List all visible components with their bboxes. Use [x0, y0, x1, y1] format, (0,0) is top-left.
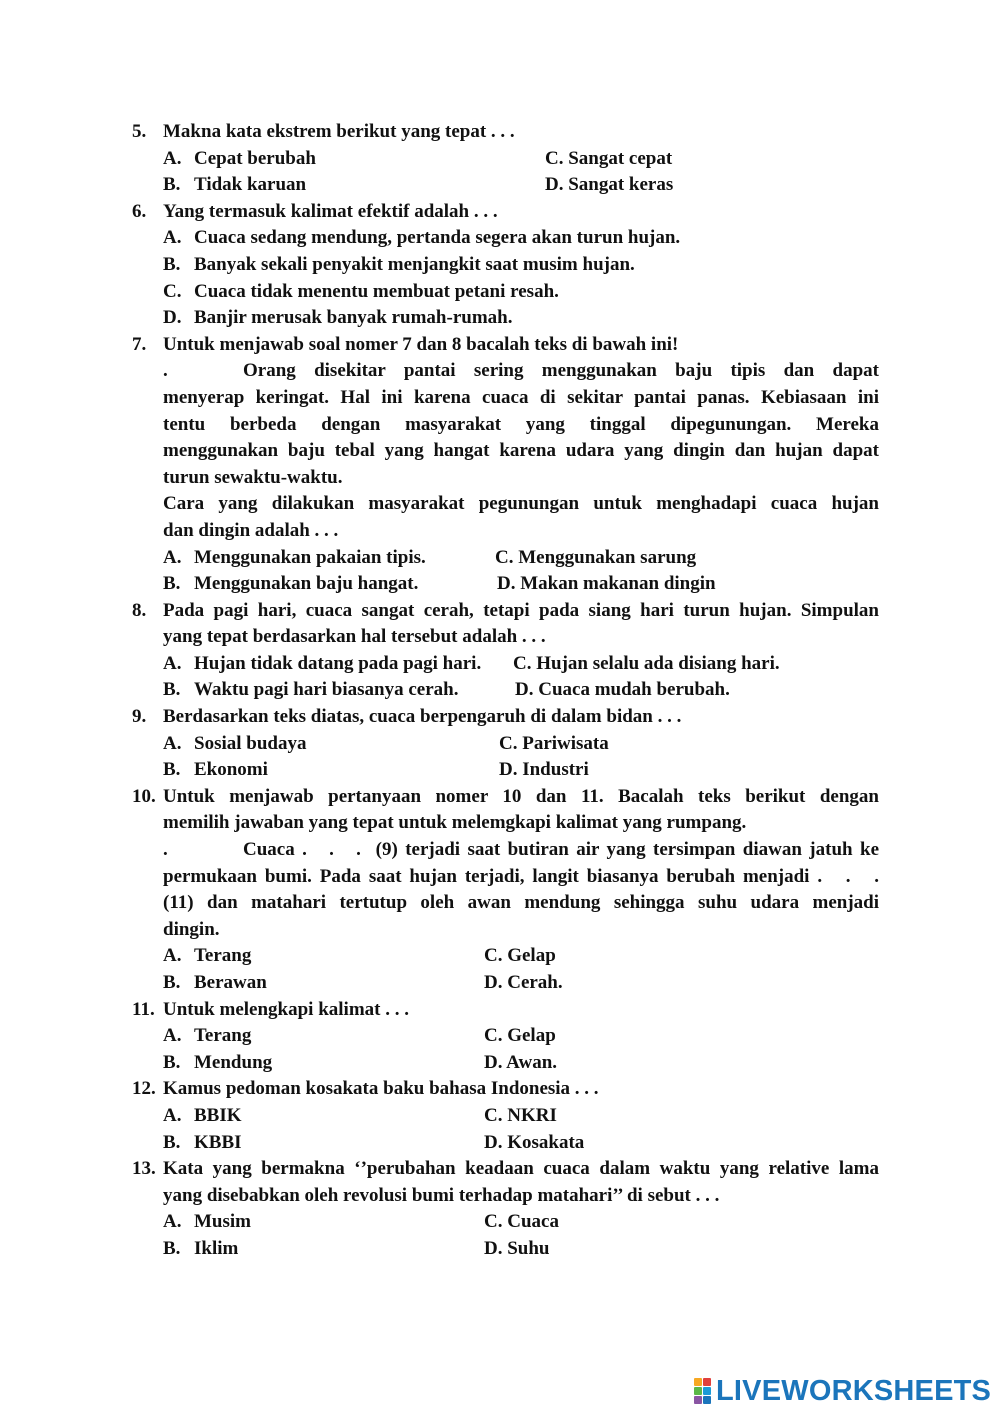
options-row	[0, 1130, 1000, 1157]
options-row	[0, 146, 1000, 173]
question-number: 13.	[132, 1158, 156, 1180]
question-text: yang disebabkan oleh revolusi bumi terhadap matahari’’ di sebut . . .	[163, 1184, 720, 1206]
option-b[interactable]: B. Menggunakan baju hangat.	[163, 573, 419, 595]
option-a[interactable]: A. Menggunakan pakaian tipis.	[163, 546, 426, 568]
worksheet-page	[0, 119, 1000, 1263]
question-13	[0, 1156, 1000, 1183]
option-a[interactable]: A. Cepat berubah	[163, 147, 316, 169]
question-text: yang tepat berdasarkan hal tersebut adalah . . .	[163, 626, 546, 648]
passage-line	[0, 890, 1000, 917]
logo-text: LIVEWORKSHEETS	[716, 1374, 992, 1407]
prompt-text: Cara yang dilakukan masyarakat pegunungan untuk menghadapi cuaca hujan	[163, 493, 879, 515]
option-d[interactable]: D. Banjir merusak banyak rumah-rumah.	[163, 307, 513, 329]
question-prompt	[0, 491, 1000, 518]
option-c[interactable]: C. Cuaca	[484, 1211, 559, 1233]
option-c[interactable]: C. NKRI	[484, 1104, 557, 1126]
passage-line	[0, 864, 1000, 891]
option-c[interactable]: C. Menggunakan sarung	[495, 546, 697, 568]
question-7	[0, 332, 1000, 359]
option-d[interactable]: D. Makan makanan dingin	[497, 573, 716, 595]
passage-text: turun sewaktu-waktu.	[163, 466, 343, 488]
logo-cell	[703, 1387, 711, 1395]
question-5	[0, 119, 1000, 146]
prompt-text: dan dingin adalah . . .	[163, 519, 339, 541]
question-number: 12.	[132, 1078, 156, 1100]
liveworksheets-logo[interactable]	[694, 1374, 991, 1408]
question-text: Untuk melengkapi kalimat . . .	[163, 998, 409, 1020]
passage-line	[0, 385, 1000, 412]
option-b[interactable]: B. Berawan	[163, 972, 267, 993]
logo-cell	[694, 1387, 702, 1395]
options-row	[0, 545, 1000, 572]
passage-text: Orang disekitar pantai sering menggunakan baju tipis dan dapat	[243, 360, 879, 382]
logo-cell	[703, 1396, 711, 1404]
option-c[interactable]: C. Pariwisata	[499, 732, 609, 754]
question-text: memilih jawaban yang tepat untuk melemgkapi kalimat yang rumpang.	[163, 812, 747, 834]
option-d[interactable]: D. Sangat keras	[545, 174, 674, 196]
question-number: 8.	[132, 599, 147, 621]
option-c[interactable]: C. Sangat cepat	[545, 147, 673, 169]
option-b[interactable]: B. Banyak sekali penyakit menjangkit saat musim hujan.	[163, 253, 635, 275]
option-b[interactable]: B. Iklim	[163, 1237, 239, 1259]
question-text: Kata yang bermakna ‘’perubahan keadaan cuaca dalam waktu yang relative lama	[163, 1158, 879, 1180]
passage-text: (11) dan matahari tertutup oleh awan mendung sehingga suhu udara menjadi	[163, 892, 879, 914]
passage-text: Cuaca . . . (9) terjadi saat butiran air yang tersimpan diawan jatuh ke	[243, 839, 879, 861]
logo-cell	[694, 1396, 702, 1404]
option-c[interactable]: C. Cuaca tidak menentu membuat petani resah.	[163, 280, 559, 302]
option-b[interactable]: B. Ekonomi	[163, 759, 268, 781]
question-number: 5.	[132, 121, 147, 142]
logo-cell	[703, 1378, 711, 1386]
question-number: 7.	[132, 333, 147, 355]
question-6	[0, 199, 1000, 226]
option-a[interactable]: A. Cuaca sedang mendung, pertanda segera akan turun hujan.	[163, 227, 681, 249]
question-number: 6.	[132, 200, 147, 222]
question-text: Untuk menjawab soal nomer 7 dan 8 bacalah teks di bawah ini!	[163, 333, 679, 355]
option-a[interactable]: A. Terang	[163, 1025, 252, 1047]
option-a[interactable]: A. Terang	[163, 945, 252, 967]
option-b[interactable]: B. Mendung	[163, 1051, 273, 1073]
question-text: Yang termasuk kalimat efektif adalah . . .	[163, 200, 498, 222]
passage-text: menggunakan baju tebal yang hangat karena udara yang dingin dan hujan dapat	[163, 440, 879, 462]
question-text: Pada pagi hari, cuaca sangat cerah, tetapi pada siang hari turun hujan. Simpulan	[163, 599, 879, 621]
passage-line	[0, 358, 1000, 385]
option-d[interactable]: D. Cerah.	[484, 972, 563, 993]
options-row	[0, 1209, 1000, 1236]
question-11	[0, 997, 1000, 1024]
options-row	[0, 279, 1000, 306]
passage-text: permukaan bumi. Pada saat hujan terjadi, langit biasanya berubah menjadi . . .	[163, 865, 879, 887]
options-row	[0, 1023, 1000, 1050]
options-row	[0, 225, 1000, 252]
question-10-cont	[0, 810, 1000, 837]
question-text: Kamus pedoman kosakata baku bahasa Indonesia . . .	[163, 1078, 599, 1100]
passage-line	[0, 917, 1000, 944]
option-b[interactable]: B. KBBI	[163, 1131, 242, 1153]
option-d[interactable]: D. Cuaca mudah berubah.	[515, 679, 730, 701]
question-10	[0, 784, 1000, 811]
passage-line	[0, 438, 1000, 465]
question-number: 9.	[132, 706, 147, 728]
option-d[interactable]: D. Industri	[499, 759, 589, 781]
option-a[interactable]: A. Hujan tidak datang pada pagi hari.	[163, 652, 482, 674]
passage-text: tentu berbeda dengan masyarakat yang tinggal dipegunungan. Mereka	[163, 413, 879, 435]
passage-dot: .	[163, 360, 168, 382]
passage-dot: .	[163, 839, 168, 861]
option-b[interactable]: B. Tidak karuan	[163, 174, 307, 196]
logo-grid-icon	[694, 1378, 711, 1404]
question-text: Makna kata ekstrem berikut yang tepat . . .	[163, 121, 515, 142]
options-row	[0, 677, 1000, 704]
option-a[interactable]: A. Musim	[163, 1211, 251, 1233]
option-a[interactable]: A. BBIK	[163, 1104, 242, 1126]
option-c[interactable]: C. Hujan selalu ada disiang hari.	[513, 652, 780, 674]
options-row	[0, 305, 1000, 332]
question-number: 10.	[132, 785, 156, 807]
options-row	[0, 943, 1000, 970]
options-row	[0, 757, 1000, 784]
question-8-cont	[0, 624, 1000, 651]
question-12	[0, 1076, 1000, 1103]
logo-cell	[694, 1378, 702, 1386]
question-13-cont	[0, 1183, 1000, 1210]
options-row	[0, 970, 1000, 997]
options-row	[0, 651, 1000, 678]
option-c[interactable]: C. Gelap	[484, 945, 556, 967]
passage-line	[0, 412, 1000, 439]
question-prompt	[0, 518, 1000, 545]
passage-line	[0, 465, 1000, 492]
options-row	[0, 1103, 1000, 1130]
options-row	[0, 252, 1000, 279]
options-row	[0, 1236, 1000, 1263]
options-row	[0, 172, 1000, 199]
question-number: 11.	[132, 998, 155, 1020]
question-text: Berdasarkan teks diatas, cuaca berpengaruh di dalam bidan . . .	[163, 706, 682, 728]
passage-line	[0, 837, 1000, 864]
option-b[interactable]: B. Waktu pagi hari biasanya cerah.	[163, 679, 459, 701]
passage-text: menyerap keringat. Hal ini karena cuaca di sekitar pantai panas. Kebiasaan ini	[163, 386, 879, 408]
options-row	[0, 1050, 1000, 1077]
option-d[interactable]: D. Awan.	[484, 1051, 558, 1073]
question-8	[0, 598, 1000, 625]
option-d[interactable]: D. Suhu	[484, 1237, 550, 1259]
options-row	[0, 731, 1000, 758]
option-a[interactable]: A. Sosial budaya	[163, 732, 307, 754]
option-c[interactable]: C. Gelap	[484, 1025, 556, 1047]
options-row	[0, 571, 1000, 598]
question-text: Untuk menjawab pertanyaan nomer 10 dan 11. Bacalah teks berikut dengan	[163, 785, 879, 807]
passage-text: dingin.	[163, 918, 220, 940]
question-9	[0, 704, 1000, 731]
option-d[interactable]: D. Kosakata	[484, 1131, 585, 1153]
